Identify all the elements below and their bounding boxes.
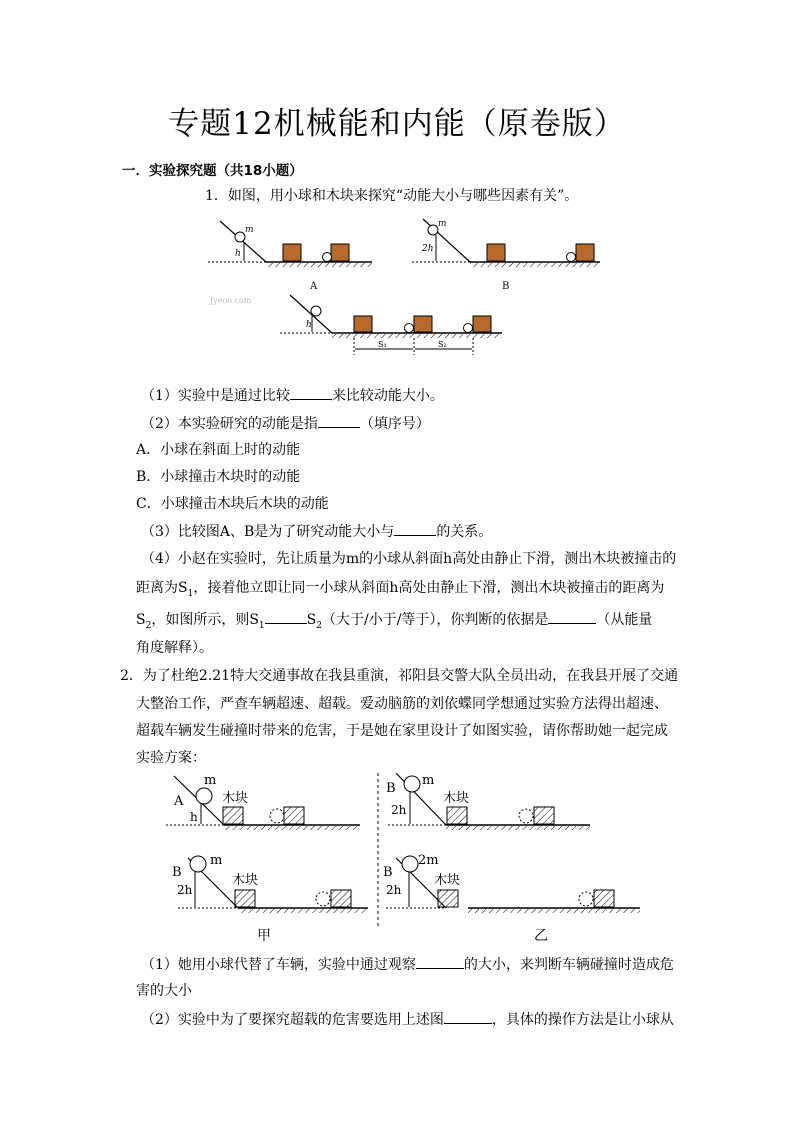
q2-fig-jia-caption: 甲 [257,928,271,944]
q2-fig-a-h: h [190,810,198,824]
q1-stem: 1．如图，用小球和木块来探究“动能大小与哪些因素有关”。 [205,188,579,204]
q1-part1: （1）实验中是通过比较 来比较动能大小。 [141,385,444,406]
q1-watermark: Jyeoo.com [210,296,252,305]
q1-part4-line2: 距离为$S_1$，接着他立即让同一小球从斜面h高处由静止下滑，测出木块被撞击的距离为 [136,580,665,599]
q1-part2: （2）本实验研究的动能是指 （填序号） [141,413,430,434]
q2-figure-yi [383,853,640,944]
page-title: 专题12机械能和内能（原卷版） [168,106,626,142]
q1-fig-a-m: m [245,225,254,235]
q2-part1: （1）她用小球代替了车辆，实验中通过观察 的大小，来判断车辆碰撞时造成危 [141,954,674,975]
q1-option-b: B．小球撞击木块时的动能 [136,469,301,485]
q2-line1: 2．为了杜绝2.21特大交通事故在我县重演，祁阳县交警大队全员出动，在我县开展了交通 [120,668,679,684]
q1-figure-c [280,295,502,355]
q1-fig-b-label: B [502,281,510,292]
q2-fig-b1-label: B [386,781,396,796]
q1-part4-line1: （4）小赵在实验时，先让质量为m的小球从斜面h高处由静止下滑，测出木块被撞击的 [141,551,677,567]
q2-fig-yi-block: 木块 [434,873,461,888]
q2-fig-jia-label: B [172,865,182,880]
q1-part4-line3: $S_2$，如图所示，则$S_1$ $S_2$（大于/小于/等于），你判断的依据是 （从能量 [136,609,652,636]
q1-fig-b-m: m [438,219,447,229]
q2-line3: 超载车辆发生碰撞时带来的危害，于是她在家里设计了如图实验，请你帮助她一起完成 [136,723,668,739]
q2-p2-blank[interactable] [444,1009,492,1024]
q1-p2-blank[interactable] [318,413,360,428]
q1-fig-s2: S₂ [438,340,447,349]
q2-fig-b1-block: 木块 [443,791,470,806]
q2-fig-b1-2h: 2h [391,803,407,817]
q2-fig-jia-m: m [210,853,223,868]
q1-fig-s1: S₁ [378,340,387,349]
q1-part3: （3）比较图A、B是为了研究动能大小与 的关系。 [141,521,492,542]
q1-p4-blank1[interactable] [265,609,307,624]
q2-p1-blank[interactable] [416,954,464,969]
q1-fig-a-h: h [235,249,241,259]
q1-fig-a-label: A [310,281,318,292]
q2-fig-a-label: A [174,794,184,809]
q1-figure-b [412,219,600,292]
q2-fig-yi-2m: 2m [418,853,439,868]
q1-fig-b-2h: 2h [422,244,434,254]
section-heading: 一．实验探究题（共18小题） [122,163,303,179]
q2-line4: 实验方案： [136,750,206,766]
q2-part2: （2）实验中为了要探究超载的危害要选用上述图 ，具体的操作方法是让小球从 [141,1009,674,1030]
q2-fig-yi-label: B [383,865,393,880]
q2-figure-b1 [386,773,590,830]
q1-p1-blank[interactable] [290,385,332,400]
q1-fig-c-h: h [306,320,312,330]
q2-fig-jia-2h: 2h [177,883,193,897]
q1-option-c: C．小球撞击木块后木块的动能 [136,496,329,512]
q2-fig-yi-caption: 乙 [534,928,548,944]
q2-figure [160,768,650,948]
q2-line2: 大整治工作，严查车辆超速、超载。爱动脑筋的刘依蝶同学想通过实验方法得出超速、 [136,696,668,712]
q1-figure [200,215,620,355]
q1-part4-line4: 角度解释）。 [136,640,213,656]
q2-figure-a [166,773,360,830]
q1-p4-blank2[interactable] [548,609,596,624]
q2-figure-jia [172,853,368,944]
q1-p3-blank[interactable] [394,521,436,536]
q2-fig-a-block: 木块 [222,791,249,806]
q1-figure-a [208,221,372,292]
q1-option-a: A．小球在斜面上时的动能 [136,442,301,458]
q2-fig-jia-block: 木块 [232,873,259,888]
q2-part1-line2: 害的大小 [136,983,192,999]
q2-fig-b1-m: m [422,773,435,788]
q2-fig-a-m: m [204,773,217,788]
q2-fig-yi-2h: 2h [386,883,402,897]
